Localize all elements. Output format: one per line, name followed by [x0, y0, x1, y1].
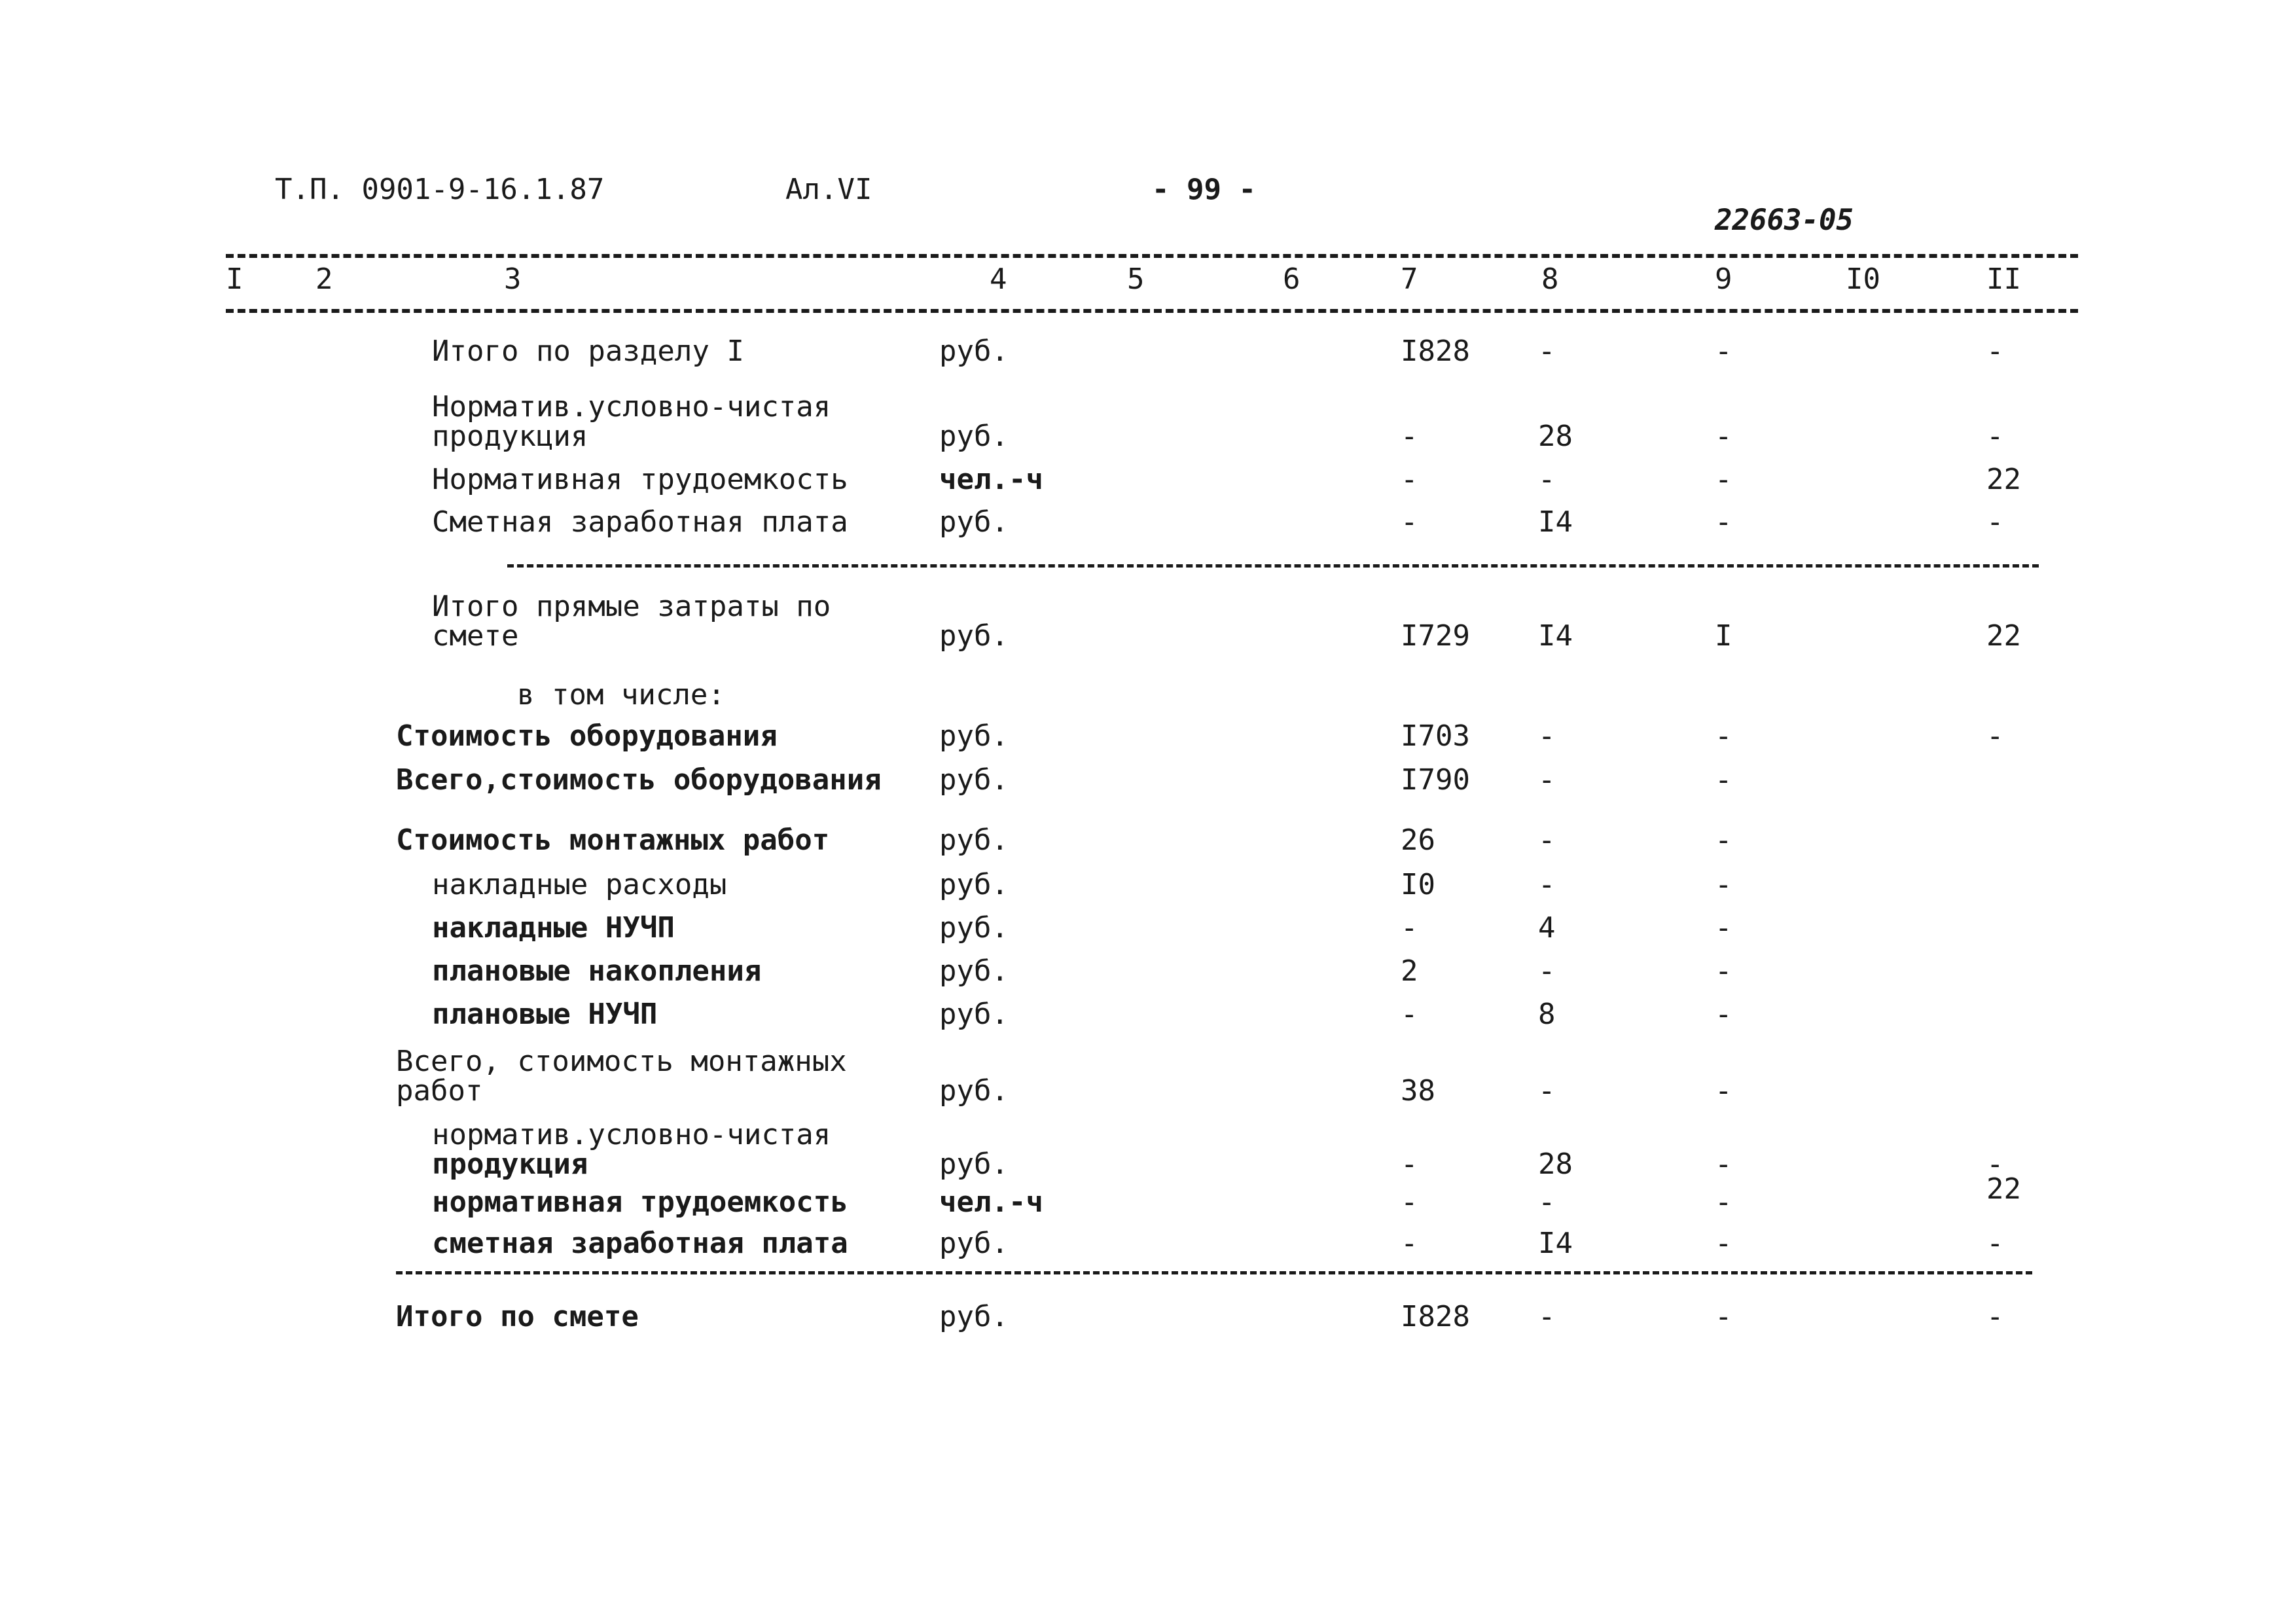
row-label: плановые накопления	[432, 954, 762, 988]
col-header-5: 5	[1127, 262, 1145, 296]
cell-col8: 8	[1538, 998, 1556, 1031]
cell-col7: -	[1401, 1147, 1418, 1181]
archive-code: 22663-05	[1715, 204, 1854, 237]
row-unit: руб.	[939, 911, 1009, 945]
doc-reference: Т.П. 0901-9-16.1.87	[275, 173, 605, 206]
cell-col7: I790	[1401, 763, 1470, 797]
cell-col9: -	[1715, 911, 1732, 945]
cell-col11: 22	[1986, 463, 2021, 496]
cell-col8: -	[1538, 334, 1556, 368]
cell-col8: -	[1538, 463, 1556, 496]
cell-col9: -	[1715, 868, 1732, 901]
col-header-10: I0	[1846, 262, 1880, 296]
col-header-7: 7	[1401, 262, 1418, 296]
col-header-8: 8	[1541, 262, 1559, 296]
page-number: - 99 -	[1152, 173, 1256, 206]
col-header-6: 6	[1283, 262, 1300, 296]
cell-col9: -	[1715, 763, 1732, 797]
header-top-rule	[226, 254, 2078, 258]
cell-col8: -	[1538, 763, 1556, 797]
cell-col8: -	[1538, 719, 1556, 753]
cell-col9: -	[1715, 334, 1732, 368]
cell-col8: -	[1538, 1185, 1556, 1219]
row-unit: руб.	[939, 868, 1009, 901]
cell-col7: I828	[1401, 1300, 1470, 1333]
cell-col8: 28	[1538, 420, 1573, 453]
row-label: сметная заработная плата	[432, 1227, 848, 1260]
row-label: плановые НУЧП	[432, 998, 658, 1031]
row-label-cont: продукция	[432, 1147, 588, 1181]
cell-col8: -	[1538, 868, 1556, 901]
row-label: норматив.условно-чистая	[432, 1118, 831, 1151]
col-header-3: 3	[504, 262, 522, 296]
cell-col9: -	[1715, 1185, 1732, 1219]
cell-col8: -	[1538, 954, 1556, 988]
row-unit: руб.	[939, 998, 1009, 1031]
row-unit: руб.	[939, 763, 1009, 797]
cell-col11: -	[1986, 334, 2004, 368]
cell-col7: I703	[1401, 719, 1470, 753]
cell-col7: -	[1401, 463, 1418, 496]
row-unit: руб.	[939, 954, 1009, 988]
row-label: Стоимость монтажных работ	[396, 823, 830, 857]
row-label: накладные НУЧП	[432, 911, 675, 945]
cell-col8: 4	[1538, 911, 1556, 945]
cell-col8: -	[1538, 1074, 1556, 1108]
cell-col7: 2	[1401, 954, 1418, 988]
cell-col8: I4	[1538, 505, 1573, 539]
cell-col11: 22	[1986, 619, 2021, 653]
row-label: Итого по смете	[396, 1300, 639, 1333]
row-label: Итого прямые затраты по	[432, 590, 831, 623]
cell-col11: -	[1986, 1147, 2004, 1181]
row-label: Норматив.условно-чистая	[432, 390, 831, 424]
cell-col7: -	[1401, 505, 1418, 539]
cell-col7: -	[1401, 911, 1418, 945]
cell-col7: -	[1401, 1185, 1418, 1219]
row-unit: чел.-ч	[939, 1185, 1043, 1219]
cell-col9: -	[1715, 823, 1732, 857]
cell-col7: -	[1401, 998, 1418, 1031]
cell-col8: I4	[1538, 1227, 1573, 1260]
cell-col9: -	[1715, 998, 1732, 1031]
cell-col9: -	[1715, 954, 1732, 988]
row-unit: руб.	[939, 1147, 1009, 1181]
row-unit: чел.-ч	[939, 463, 1043, 496]
cell-col8: -	[1538, 1300, 1556, 1333]
cell-col7: I729	[1401, 619, 1470, 653]
cell-col11: -	[1986, 420, 2004, 453]
col-header-11: II	[1986, 262, 2021, 296]
cell-col7: -	[1401, 420, 1418, 453]
cell-col11: -	[1986, 1300, 2004, 1333]
col-header-2: 2	[315, 262, 333, 296]
cell-col9: -	[1715, 1074, 1732, 1108]
row-unit: руб.	[939, 719, 1009, 753]
row-unit: руб.	[939, 334, 1009, 368]
row-label: в том числе:	[517, 678, 725, 712]
row-label: Итого по разделу I	[432, 334, 744, 368]
cell-col8: -	[1538, 823, 1556, 857]
row-label: Нормативная трудоемкость	[432, 463, 848, 496]
cell-col11: -	[1986, 505, 2004, 539]
row-unit: руб.	[939, 1227, 1009, 1260]
row-label-cont: смете	[432, 619, 519, 653]
row-label: накладные расходы	[432, 868, 727, 901]
cell-col9: -	[1715, 463, 1732, 496]
section-divider	[507, 564, 2039, 568]
cell-col9: -	[1715, 1147, 1732, 1181]
row-unit: руб.	[939, 420, 1009, 453]
cell-col11: 22	[1986, 1172, 2021, 1206]
album-label: Ал.VI	[785, 173, 872, 206]
col-header-4: 4	[990, 262, 1007, 296]
row-label: Всего,стоимость оборудования	[396, 763, 882, 797]
row-unit: руб.	[939, 619, 1009, 653]
cell-col11: -	[1986, 719, 2004, 753]
cell-col9: -	[1715, 719, 1732, 753]
cell-col7: I828	[1401, 334, 1470, 368]
row-unit: руб.	[939, 1074, 1009, 1108]
row-unit: руб.	[939, 505, 1009, 539]
cell-col7: I0	[1401, 868, 1435, 901]
col-header-9: 9	[1715, 262, 1732, 296]
total-divider	[396, 1271, 2032, 1274]
header-bottom-rule	[226, 309, 2078, 313]
cell-col7: -	[1401, 1227, 1418, 1260]
cell-col8: 28	[1538, 1147, 1573, 1181]
row-label: Всего, стоимость монтажных	[396, 1045, 847, 1078]
row-label: Стоимость оборудования	[396, 719, 778, 753]
row-label-cont: продукция	[432, 420, 588, 453]
row-label: Сметная заработная плата	[432, 505, 848, 539]
row-unit: руб.	[939, 1300, 1009, 1333]
cell-col9: -	[1715, 420, 1732, 453]
row-unit: руб.	[939, 823, 1009, 857]
cell-col9: -	[1715, 505, 1732, 539]
cell-col9: -	[1715, 1227, 1732, 1260]
col-header-1: I	[226, 262, 243, 296]
cell-col8: I4	[1538, 619, 1573, 653]
cell-col9: -	[1715, 1300, 1732, 1333]
row-label: нормативная трудоемкость	[432, 1185, 848, 1219]
cell-col7: 26	[1401, 823, 1435, 857]
cell-col11: -	[1986, 1227, 2004, 1260]
cell-col9: I	[1715, 619, 1732, 653]
cell-col7: 38	[1401, 1074, 1435, 1108]
row-label-cont: работ	[396, 1074, 483, 1108]
